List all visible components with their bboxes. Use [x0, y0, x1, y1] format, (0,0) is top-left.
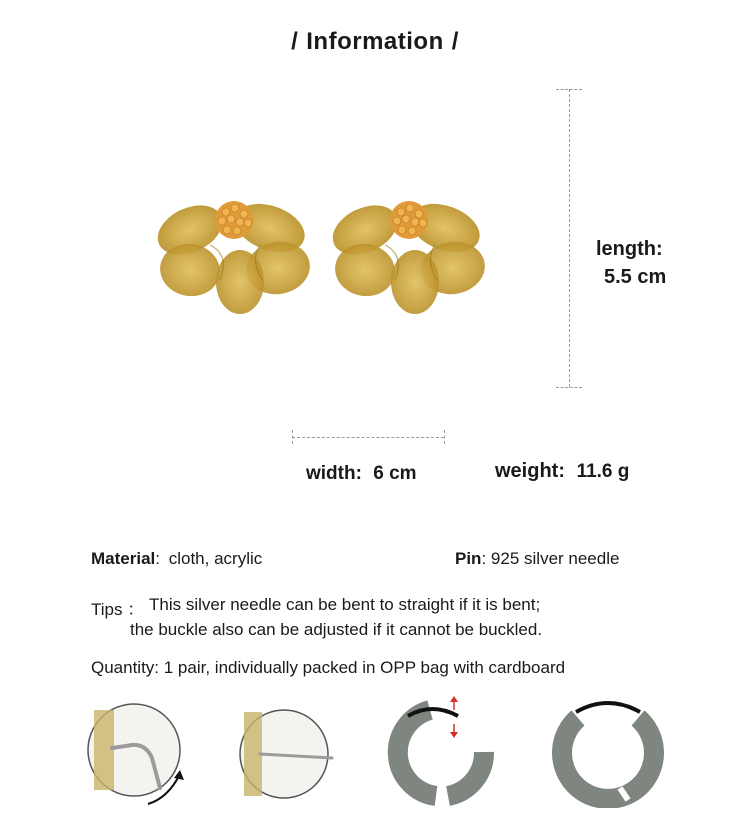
- tips-line-2: the buckle also can be adjusted if it cannot be buckled.: [130, 620, 543, 639]
- width-label: width:: [306, 463, 362, 484]
- length-value: 5.5 cm: [604, 266, 667, 288]
- bent-needle-icon: [84, 700, 194, 810]
- material-label: Material: [91, 549, 156, 568]
- tips-line-1: This silver needle can be bent to straight if it is bent;: [149, 595, 541, 614]
- length-guide-line: [569, 89, 570, 387]
- weight-info: [495, 460, 629, 483]
- material-value: cloth, acrylic: [168, 549, 263, 568]
- weight-label: weight:: [495, 460, 565, 482]
- closed-buckle-icon: [548, 696, 668, 808]
- flower-earring-left: [150, 195, 314, 314]
- weight-value: 11.6 g: [576, 461, 630, 482]
- length-label: length:: [596, 238, 663, 260]
- pin-value: 925 silver needle: [490, 549, 620, 568]
- open-buckle-icon: [378, 694, 498, 809]
- width-guide-line: [292, 437, 444, 438]
- width-guide-right-tick: [444, 430, 445, 444]
- length-guide-bottom-tick: [556, 387, 582, 388]
- material-spec: Material: cloth, acrylic: [91, 549, 263, 568]
- width-info: [306, 463, 417, 485]
- pin-spec: Pin: 925 silver needle: [455, 549, 620, 568]
- width-value: 6 cm: [373, 463, 417, 484]
- title-text: Information: [306, 28, 444, 55]
- pin-label: Pin: [455, 549, 482, 568]
- straight-needle-icon: [238, 706, 338, 806]
- quantity-text: Quantity: 1 pair, individually packed in OPP bag with cardboard: [91, 658, 566, 677]
- tips-label: Tips ：: [91, 600, 145, 619]
- page-title: / Information /: [291, 28, 459, 55]
- earrings-image: [150, 190, 490, 320]
